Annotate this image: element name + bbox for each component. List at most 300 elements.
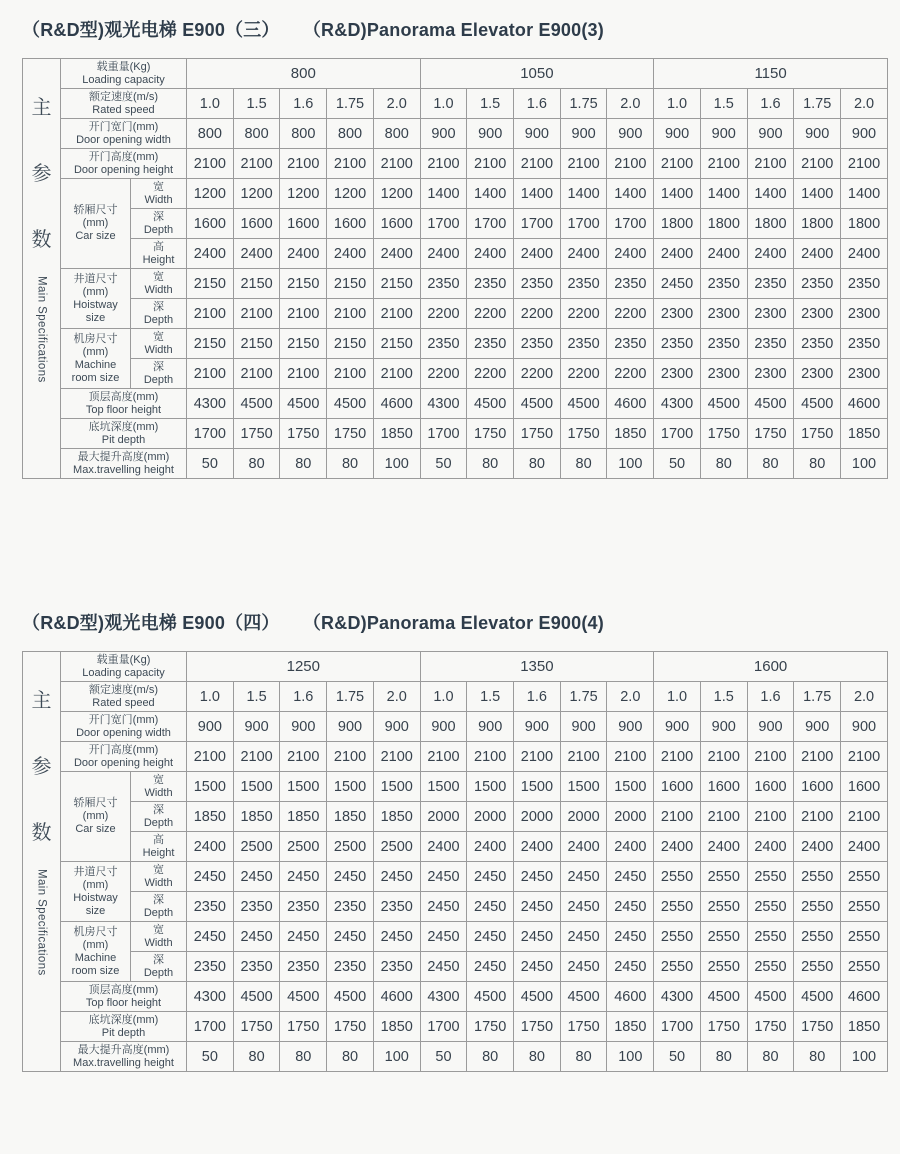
spec-value: 1.6	[280, 682, 327, 712]
spec-value: 2450	[607, 952, 654, 982]
spec-value: 1850	[373, 1012, 420, 1042]
spec-value: 4300	[187, 389, 234, 419]
spec-value: 2000	[560, 802, 607, 832]
spec-value: 4300	[420, 389, 467, 419]
spec-value: 1700	[420, 419, 467, 449]
spec-value: 2450	[467, 952, 514, 982]
spec-value: 1700	[187, 1012, 234, 1042]
row-label-width	[131, 862, 187, 892]
row-label-en: Depth	[143, 816, 174, 829]
spec-value: 1700	[514, 209, 561, 239]
spec-value: 2.0	[607, 682, 654, 712]
spec-value: 900	[420, 119, 467, 149]
spec-value: 4500	[560, 389, 607, 419]
spec-value: 4600	[607, 982, 654, 1012]
spec-value: 4500	[280, 389, 327, 419]
spec-value: 2350	[560, 269, 607, 299]
spec-value: 2450	[420, 892, 467, 922]
spec-value: 2350	[233, 952, 280, 982]
spec-value: 2100	[420, 149, 467, 179]
row-label-max_travel	[61, 1042, 187, 1072]
spec-value: 100	[607, 449, 654, 479]
row-label-en: Max.travelling height	[73, 463, 174, 476]
row-label-hoistway	[61, 269, 131, 329]
row-label-en: Width	[144, 786, 173, 799]
spec-value: 2550	[794, 952, 841, 982]
spec-value: 2300	[841, 299, 888, 329]
spec-value: 1200	[187, 179, 234, 209]
row-label-depth	[131, 952, 187, 982]
spec-value: 2100	[560, 149, 607, 179]
spec-value: 1750	[327, 1012, 374, 1042]
spec-value: 800	[280, 119, 327, 149]
row-label-cn: 开门高度(mm)	[88, 743, 159, 756]
spec-value: 1400	[514, 179, 561, 209]
row-label-cn: 载重量(Kg)	[96, 653, 151, 666]
spec-value: 800	[373, 119, 420, 149]
row-label-cn: 底坑深度(mm)	[88, 1013, 159, 1026]
capacity-group-value: 1050	[420, 59, 654, 89]
spec-value: 2150	[187, 269, 234, 299]
spec-value: 4500	[747, 982, 794, 1012]
row-label-cn: 机房尺寸(mm)	[73, 332, 118, 358]
spec-value: 2450	[607, 862, 654, 892]
spec-value: 2550	[747, 952, 794, 982]
row-label-cn: 深	[153, 210, 164, 223]
spec-value: 2150	[280, 269, 327, 299]
row-label-cn: 额定速度(m/s)	[88, 683, 159, 696]
spec-value: 2200	[560, 359, 607, 389]
spec-value: 1500	[373, 772, 420, 802]
spec-value: 2000	[420, 802, 467, 832]
spec-value: 2550	[747, 862, 794, 892]
row-label-speed	[61, 682, 187, 712]
row-label-door_w	[61, 119, 187, 149]
spec-value: 900	[560, 119, 607, 149]
spec-table-e900-3	[22, 58, 888, 479]
spec-value: 2100	[794, 149, 841, 179]
row-label-pit	[61, 419, 187, 449]
side-char: 参	[31, 163, 52, 185]
spec-value: 2450	[233, 862, 280, 892]
spec-value: 900	[794, 119, 841, 149]
spec-value: 2300	[654, 299, 701, 329]
row-label-cn: 宽	[153, 270, 164, 283]
row-label-machine	[61, 922, 131, 982]
spec-value: 1750	[700, 419, 747, 449]
spec-value: 2350	[514, 269, 561, 299]
spec-table-e900-4	[22, 651, 888, 1072]
row-label-en: Machine room size	[71, 952, 120, 977]
spec-value: 900	[373, 712, 420, 742]
row-label-en: Width	[144, 936, 173, 949]
spec-value: 2550	[841, 892, 888, 922]
spec-value: 1850	[841, 1012, 888, 1042]
spec-title-e900-4	[22, 609, 888, 635]
spec-value: 50	[420, 1042, 467, 1072]
spec-value: 2400	[560, 239, 607, 269]
spec-value: 900	[467, 712, 514, 742]
spec-value: 1600	[233, 209, 280, 239]
spec-value: 2300	[654, 359, 701, 389]
spec-value: 1750	[233, 419, 280, 449]
spec-value: 2350	[420, 329, 467, 359]
row-label-en: Pit depth	[101, 433, 146, 446]
spec-value: 2100	[700, 149, 747, 179]
spec-value: 50	[420, 449, 467, 479]
spec-value: 2400	[467, 239, 514, 269]
spec-value: 1500	[233, 772, 280, 802]
spec-value: 2450	[373, 862, 420, 892]
spec-value: 1200	[327, 179, 374, 209]
spec-value: 1200	[280, 179, 327, 209]
spec-value: 1.75	[327, 89, 374, 119]
spec-value: 1750	[747, 1012, 794, 1042]
row-label-width	[131, 922, 187, 952]
spec-value: 1400	[700, 179, 747, 209]
spec-value: 1750	[560, 419, 607, 449]
spec-value: 1700	[420, 209, 467, 239]
spec-value: 2400	[420, 239, 467, 269]
row-label-door_h	[61, 742, 187, 772]
spec-block-e900-4	[22, 609, 888, 1072]
spec-value: 1.5	[700, 89, 747, 119]
spec-value: 2100	[747, 149, 794, 179]
row-label-en: Width	[144, 343, 173, 356]
row-label-cn: 顶层高度(mm)	[88, 983, 159, 996]
spec-value: 1750	[233, 1012, 280, 1042]
row-label-en: Depth	[143, 373, 174, 386]
spec-value: 2.0	[373, 89, 420, 119]
spec-value: 2100	[467, 149, 514, 179]
spec-value: 4500	[747, 389, 794, 419]
spec-value: 1750	[327, 419, 374, 449]
spec-value: 2450	[187, 862, 234, 892]
spec-value: 2450	[514, 892, 561, 922]
spec-value: 2550	[841, 862, 888, 892]
spec-value: 2550	[654, 922, 701, 952]
spec-value: 2350	[794, 329, 841, 359]
spec-value: 900	[514, 712, 561, 742]
spec-value: 900	[280, 712, 327, 742]
side-char: 主	[31, 97, 52, 119]
spec-value: 2400	[841, 832, 888, 862]
spec-value: 1500	[514, 772, 561, 802]
spec-value: 1200	[233, 179, 280, 209]
spec-value: 4300	[654, 389, 701, 419]
spec-value: 80	[560, 449, 607, 479]
row-label-pit	[61, 1012, 187, 1042]
spec-value: 4500	[700, 389, 747, 419]
spec-value: 1800	[794, 209, 841, 239]
spec-value: 1.6	[280, 89, 327, 119]
spec-value: 2400	[841, 239, 888, 269]
spec-value: 2550	[794, 862, 841, 892]
spec-value: 1400	[560, 179, 607, 209]
spec-value: 2.0	[841, 682, 888, 712]
spec-value: 1.0	[420, 682, 467, 712]
spec-value: 2100	[794, 742, 841, 772]
capacity-group-value: 800	[187, 59, 421, 89]
spec-value: 4600	[373, 982, 420, 1012]
spec-value: 4500	[233, 389, 280, 419]
row-label-en: Hoistway size	[73, 299, 118, 324]
row-label-cn: 宽	[153, 923, 164, 936]
row-label-en: Depth	[143, 966, 174, 979]
spec-value: 2350	[514, 329, 561, 359]
spec-value: 1600	[280, 209, 327, 239]
row-label-height	[131, 239, 187, 269]
spec-value: 100	[373, 449, 420, 479]
spec-value: 2100	[233, 359, 280, 389]
title-zh: （R&D型)观光电梯 E900（四）	[22, 613, 280, 633]
spec-value: 2350	[327, 892, 374, 922]
spec-value: 2150	[327, 329, 374, 359]
spec-value: 1850	[607, 419, 654, 449]
title-en: （R&D)Panorama Elevator E900(3)	[302, 20, 604, 40]
spec-value: 2350	[467, 269, 514, 299]
spec-value: 2100	[373, 359, 420, 389]
spec-value: 1400	[607, 179, 654, 209]
row-label-car	[61, 179, 131, 269]
row-label-loading	[61, 652, 187, 682]
spec-value: 1850	[280, 802, 327, 832]
side-char: 参	[31, 756, 52, 778]
spec-value: 2450	[514, 922, 561, 952]
spec-value: 1.6	[514, 682, 561, 712]
spec-value: 4500	[514, 982, 561, 1012]
spec-value: 2100	[327, 742, 374, 772]
spec-value: 2100	[560, 742, 607, 772]
spec-value: 2300	[700, 299, 747, 329]
row-label-door_w	[61, 712, 187, 742]
spec-value: 2450	[514, 952, 561, 982]
row-label-en: Hoistway size	[73, 892, 118, 917]
spec-value: 2400	[794, 832, 841, 862]
spec-value: 2550	[841, 922, 888, 952]
spec-value: 2400	[514, 239, 561, 269]
row-label-cn: 载重量(Kg)	[96, 60, 151, 73]
spec-value: 1.5	[700, 682, 747, 712]
spec-value: 2100	[327, 299, 374, 329]
spec-value: 2100	[373, 742, 420, 772]
spec-value: 2400	[327, 239, 374, 269]
row-label-cn: 井道尺寸(mm)	[73, 865, 118, 891]
row-label-cn: 深	[153, 953, 164, 966]
spec-value: 800	[187, 119, 234, 149]
spec-value: 2400	[654, 239, 701, 269]
spec-value: 2400	[467, 832, 514, 862]
row-label-top_floor	[61, 982, 187, 1012]
spec-value: 2100	[233, 299, 280, 329]
spec-value: 1.75	[327, 682, 374, 712]
row-label-depth	[131, 359, 187, 389]
spec-value: 2400	[280, 239, 327, 269]
spec-value: 4500	[700, 982, 747, 1012]
spec-value: 80	[700, 449, 747, 479]
spec-value: 2100	[794, 802, 841, 832]
row-label-en: Rated speed	[92, 696, 155, 709]
spec-value: 1800	[700, 209, 747, 239]
spec-value: 4600	[841, 389, 888, 419]
spec-title-e900-3	[22, 16, 888, 42]
spec-value: 2400	[700, 832, 747, 862]
spec-value: 4300	[420, 982, 467, 1012]
spec-value: 1700	[560, 209, 607, 239]
spec-value: 2300	[747, 359, 794, 389]
spec-value: 1750	[794, 1012, 841, 1042]
row-label-cn: 顶层高度(mm)	[88, 390, 159, 403]
side-header-en-label: Main Specifications	[35, 869, 48, 976]
row-label-car	[61, 772, 131, 862]
spec-value: 1.0	[420, 89, 467, 119]
spec-value: 2350	[467, 329, 514, 359]
spec-value: 80	[467, 1042, 514, 1072]
spec-value: 2350	[233, 892, 280, 922]
row-label-en: Depth	[143, 906, 174, 919]
spec-value: 2350	[420, 269, 467, 299]
row-label-cn: 最大提升高度(mm)	[77, 450, 170, 463]
row-label-height	[131, 832, 187, 862]
side-char: 数	[31, 229, 52, 251]
spec-value: 2550	[700, 892, 747, 922]
spec-value: 2350	[280, 892, 327, 922]
spec-value: 1750	[560, 1012, 607, 1042]
spec-value: 900	[700, 119, 747, 149]
spec-value: 80	[747, 449, 794, 479]
spec-value: 2100	[187, 299, 234, 329]
spec-value: 900	[794, 712, 841, 742]
spec-value: 2550	[700, 862, 747, 892]
side-header-chars	[24, 98, 59, 250]
spec-value: 2100	[841, 802, 888, 832]
spec-value: 900	[233, 712, 280, 742]
spec-value: 4600	[373, 389, 420, 419]
row-label-cn: 开门宽门(mm)	[88, 713, 159, 726]
spec-value: 2400	[747, 832, 794, 862]
spec-value: 4500	[280, 982, 327, 1012]
spec-value: 2400	[794, 239, 841, 269]
spec-value: 1.6	[514, 89, 561, 119]
spec-value: 1400	[841, 179, 888, 209]
row-label-en: Top floor height	[85, 403, 162, 416]
spec-value: 1400	[654, 179, 701, 209]
spec-value: 2150	[280, 329, 327, 359]
spec-value: 80	[560, 1042, 607, 1072]
spec-value: 2150	[373, 269, 420, 299]
spec-value: 1400	[747, 179, 794, 209]
spec-value: 2350	[187, 892, 234, 922]
row-label-en: Door opening height	[73, 163, 174, 176]
side-char: 数	[31, 822, 52, 844]
spec-value: 2350	[607, 269, 654, 299]
spec-value: 2350	[607, 329, 654, 359]
spec-value: 2450	[187, 922, 234, 952]
spec-value: 2150	[233, 329, 280, 359]
spec-value: 2400	[700, 239, 747, 269]
row-label-cn: 高	[153, 833, 164, 846]
spec-value: 2100	[327, 149, 374, 179]
row-label-en: Width	[144, 193, 173, 206]
spec-value: 1750	[514, 419, 561, 449]
spec-value: 80	[280, 1042, 327, 1072]
row-label-cn: 开门宽门(mm)	[88, 120, 159, 133]
spec-value: 2500	[233, 832, 280, 862]
spec-value: 1600	[373, 209, 420, 239]
spec-value: 2500	[280, 832, 327, 862]
spec-value: 1.0	[654, 682, 701, 712]
spec-value: 2200	[607, 359, 654, 389]
row-label-cn: 宽	[153, 330, 164, 343]
capacity-group-value: 1150	[654, 59, 888, 89]
spec-value: 1.6	[747, 682, 794, 712]
spec-value: 1500	[280, 772, 327, 802]
spec-value: 2200	[420, 299, 467, 329]
spec-value: 50	[654, 449, 701, 479]
spec-value: 80	[327, 1042, 374, 1072]
row-label-en: Door opening width	[76, 726, 171, 739]
spec-value: 1400	[794, 179, 841, 209]
side-header-en-label: Main Specifications	[35, 276, 48, 383]
spec-value: 2300	[794, 299, 841, 329]
spec-value: 2550	[654, 952, 701, 982]
spec-value: 80	[514, 449, 561, 479]
capacity-group-value: 1250	[187, 652, 421, 682]
row-label-cn: 深	[153, 360, 164, 373]
spec-value: 1850	[841, 419, 888, 449]
spec-value: 1.0	[187, 682, 234, 712]
row-label-en: Width	[144, 876, 173, 889]
spec-value: 900	[327, 712, 374, 742]
spec-value: 1600	[841, 772, 888, 802]
spec-value: 900	[747, 119, 794, 149]
spec-value: 2100	[747, 802, 794, 832]
spec-value: 80	[327, 449, 374, 479]
spec-value: 2550	[747, 892, 794, 922]
row-label-en: Depth	[143, 223, 174, 236]
spec-value: 1850	[607, 1012, 654, 1042]
spec-value: 4500	[233, 982, 280, 1012]
spec-value: 2150	[233, 269, 280, 299]
spec-value: 2350	[560, 329, 607, 359]
spec-value: 2450	[467, 862, 514, 892]
spec-value: 2350	[841, 329, 888, 359]
row-label-cn: 宽	[153, 180, 164, 193]
row-label-width	[131, 329, 187, 359]
row-label-cn: 井道尺寸(mm)	[73, 272, 118, 298]
spec-value: 1850	[373, 802, 420, 832]
row-label-en: Rated speed	[92, 103, 155, 116]
spec-value: 1600	[654, 772, 701, 802]
spec-value: 2400	[654, 832, 701, 862]
spec-value: 80	[233, 449, 280, 479]
spec-value: 1800	[841, 209, 888, 239]
row-label-en: Width	[144, 283, 173, 296]
spec-value: 1850	[327, 802, 374, 832]
spec-value: 4600	[607, 389, 654, 419]
spec-value: 2200	[514, 299, 561, 329]
row-label-en: Door opening width	[76, 133, 171, 146]
spec-value: 2300	[700, 359, 747, 389]
row-label-cn: 额定速度(m/s)	[88, 90, 159, 103]
row-label-en: Loading capacity	[82, 666, 165, 679]
spec-value: 2100	[187, 149, 234, 179]
spec-value: 900	[607, 119, 654, 149]
spec-value: 2100	[654, 742, 701, 772]
row-label-en: Door opening height	[73, 756, 174, 769]
spec-value: 1750	[280, 1012, 327, 1042]
row-label-cn: 轿厢尺寸(mm)	[73, 796, 118, 823]
